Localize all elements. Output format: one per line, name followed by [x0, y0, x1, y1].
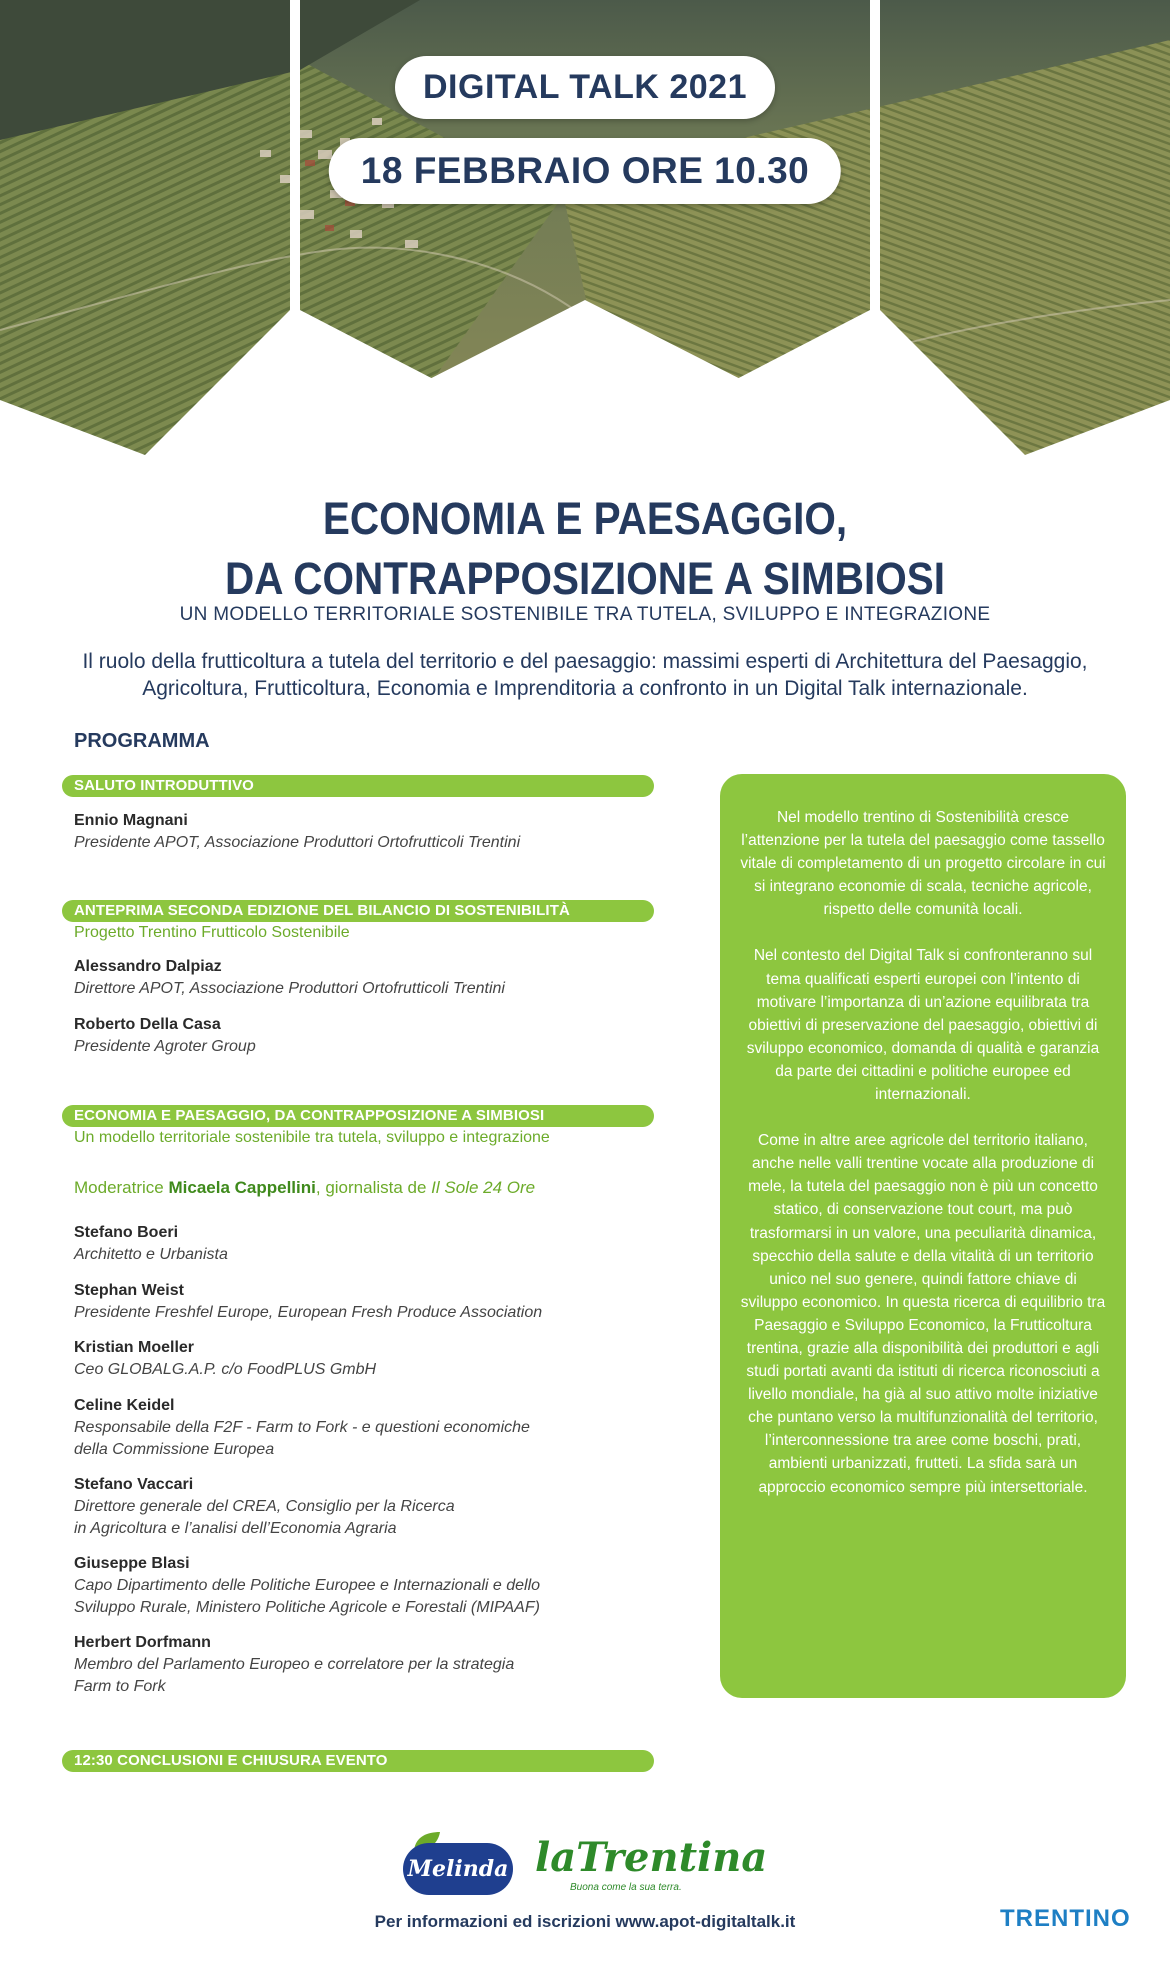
melinda-logo: Melinda	[403, 1843, 513, 1895]
speaker-entry	[74, 1553, 654, 1619]
title-line-1: ECONOMIA E PAESAGGIO,	[322, 493, 848, 544]
title-line-2: DA CONTRAPPOSIZIONE A SIMBIOSI	[224, 553, 946, 604]
speaker-name: Stefano Vaccari	[74, 1476, 194, 1493]
datetime-pill: 18 FEBBRAIO ORE 10.30	[329, 138, 841, 204]
section-sub: Un modello territoriale sostenibile tra tutela, sviluppo e integrazione	[74, 1129, 550, 1146]
footer-info-link[interactable]: Per informazioni ed iscrizioni www.apot-digitaltalk.it	[374, 1912, 796, 1931]
event-pill: DIGITAL TALK 2021	[395, 56, 775, 119]
speaker-entry	[74, 1280, 654, 1324]
section-sub: Progetto Trentino Frutticolo Sostenibile	[74, 924, 350, 941]
speaker-role-cont: in Agricoltura e l’analisi dell’Economia Agraria	[74, 1520, 397, 1537]
speaker-entry	[74, 1395, 654, 1461]
speaker-role: Membro del Parlamento Europeo e correlatore per la strategia	[74, 1656, 515, 1673]
speaker-role: Presidente Freshfel Europe, European Fresh Produce Association	[74, 1304, 543, 1321]
speaker-name: Ennio Magnani	[74, 812, 188, 829]
speaker-name: Giuseppe Blasi	[74, 1555, 190, 1572]
speaker-name: Kristian Moeller	[74, 1339, 195, 1356]
moderator-mid: , giornalista de	[315, 1178, 432, 1197]
speaker-name: Herbert Dorfmann	[74, 1634, 211, 1651]
intro-paragraph: Il ruolo della frutticoltura a tutela del territorio e del paesaggio: massimi esperti di Architettura del Paesaggio, Agricoltura, Frutticoltura, Economia e Imprenditoria a confronto in un Digital Talk internazionale.	[82, 650, 1088, 700]
speaker-name: Stephan Weist	[74, 1282, 184, 1299]
panel-paragraph-2: Nel contesto del Digital Talk si confronteranno sul tema qualificati esperti europei con l’intento di motivare l’importanza di un’azione equilibrata tra obiettivi di preservazione del paesaggio, obiettivi di sviluppo economico, domanda di qualità e garanzia da parte dei cittadini e politiche europee ed internazionali.	[746, 947, 1100, 1104]
speaker-entry	[74, 956, 654, 1000]
speaker-entry	[74, 1014, 654, 1058]
speaker-entry	[74, 810, 654, 854]
programme-heading: PROGRAMMA	[74, 730, 210, 752]
panel-paragraph-1: Nel modello trentino di Sostenibilità cresce l’attenzione per la tutela del paesaggio come tassello vitale di completamento di un progetto circolare in cui si integrano economie di scala, tecniche agricole, rispetto delle comunità locali.	[740, 809, 1106, 919]
speaker-role: Presidente Agroter Group	[74, 1038, 256, 1055]
speaker-name: Stefano Boeri	[74, 1224, 179, 1241]
speaker-name: Celine Keidel	[74, 1397, 175, 1414]
speaker-entry	[74, 1222, 654, 1266]
section-bar-main: ECONOMIA E PAESAGGIO, DA CONTRAPPOSIZIONE A SIMBIOSI	[62, 1105, 654, 1127]
speaker-name: Roberto Della Casa	[74, 1016, 221, 1033]
latrentina-logo: laTrentina	[535, 1834, 768, 1881]
speaker-role: Direttore generale del CREA, Consiglio per la Ricerca	[74, 1498, 455, 1515]
speaker-role: Capo Dipartimento delle Politiche Europee e Internazionali e dello	[74, 1577, 541, 1594]
moderator-outlet: Il Sole 24 Ore	[431, 1178, 536, 1197]
speaker-role: Ceo GLOBALG.A.P. c/o FoodPLUS GmbH	[74, 1361, 377, 1378]
panel-paragraph-3: Come in altre aree agricole del territorio italiano, anche nelle valli trentine vocate alla produzione di mele, la tutela del paesaggio non è più un concetto statico, di conservazione tout court, ma può trasformarsi in un valore, una peculiarità dinamica, specchio della salute e della vitalità di un territorio unico nel suo genere, quindi fattore chiave di sviluppo economico. In questa ricerca di equilibrio tra Paesaggio e Sviluppo Economico, la Frutticoltura trentina, grazie alla disponibilità dei produttori e agli studi portati avanti da istituti di ricerca riconosciuti a livello mondiale, ha già al suo attivo molte iniziative che puntano verso la multifunzionalità del territorio, l’interconnessione tra aree come boschi, prati, ambienti urbanizzati, frutteti. La sfida sarà un approccio economico sempre più intersettoriale.	[740, 1132, 1106, 1496]
moderator-name: Micaela Cappellini	[168, 1178, 316, 1197]
section-bar-closing: 12:30 CONCLUSIONI E CHIUSURA EVENTO	[62, 1750, 654, 1772]
latrentina-tagline: Buona come la sua terra.	[570, 1882, 682, 1893]
trentino-logo: TRENTINO	[1000, 1905, 1131, 1932]
speaker-role: Direttore APOT, Associazione Produttori Ortofrutticoli Trentini	[74, 980, 505, 997]
speaker-role-cont: Sviluppo Rurale, Ministero Politiche Agricole e Forestali (MIPAAF)	[74, 1599, 540, 1616]
speaker-entry	[74, 1474, 654, 1540]
subtitle: UN MODELLO TERRITORIALE SOSTENIBILE TRA TUTELA, SVILUPPO E INTEGRAZIONE	[179, 604, 991, 625]
speaker-role: Responsabile della F2F - Farm to Fork - e questioni economiche	[74, 1419, 530, 1436]
speaker-entry	[74, 1632, 654, 1698]
speaker-role: Presidente APOT, Associazione Produttori Ortofrutticoli Trentini	[74, 834, 521, 851]
speaker-role-cont: Farm to Fork	[74, 1678, 166, 1695]
speaker-name: Alessandro Dalpiaz	[74, 958, 222, 975]
speaker-role-cont: della Commissione Europea	[74, 1441, 275, 1458]
hero-landscape	[0, 0, 1170, 455]
section-bar-preview: ANTEPRIMA SECONDA EDIZIONE DEL BILANCIO DI SOSTENIBILITÀ	[62, 900, 654, 922]
info-panel	[720, 774, 1126, 1698]
moderator-prefix: Moderatrice	[74, 1178, 169, 1197]
section-bar-welcome: SALUTO INTRODUTTIVO	[62, 775, 654, 797]
moderator-line	[74, 1178, 535, 1198]
speaker-role: Architetto e Urbanista	[74, 1246, 228, 1263]
speaker-entry	[74, 1337, 654, 1381]
